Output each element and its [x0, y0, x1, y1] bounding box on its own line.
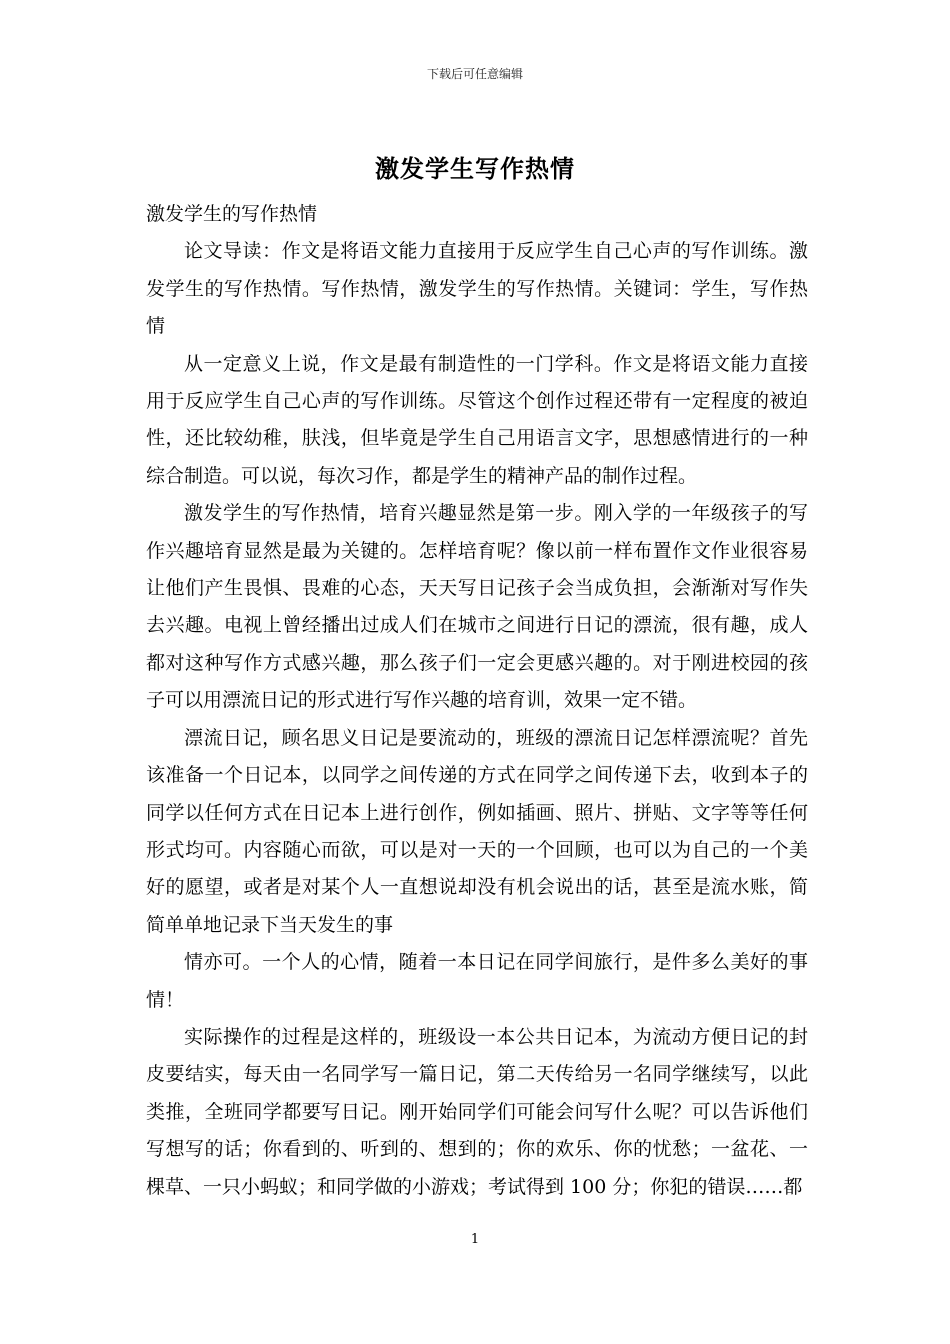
header-note: 下载后可任意编辑 — [426, 67, 523, 81]
paragraph-abstract: 论文导读：作文是将语文能力直接用于反应学生自己心声的写作训练。激发学生的写作热情。写作热情，激发学生的写作热情。关键词：学生，写作热情 — [146, 240, 808, 338]
document-title: 激发学生写作热情 — [375, 154, 575, 183]
paragraph: 激发学生的写作热情，培育兴趣显然是第一步。刚入学的一年级孩子的写作兴趣培育显然是最为关键的。怎样培育呢？像以前一样布置作文作业很容易让他们产生畏惧、畏难的心态，天天写日记孩子会当成负担，会渐渐对写作失去兴趣。电视上曾经播出过成人们在城市之间进行日记的漂流，很有趣，成人都对这种写作方式感兴趣，那么孩子们一定会更感兴趣的。对于刚进校园的孩子可以用漂流日记的形式进行写作兴趣的培育训，效果一定不错。 — [146, 502, 808, 712]
document-subtitle: 激发学生的写作热情 — [146, 203, 318, 225]
paragraph: 漂流日记，顾名思义日记是要流动的，班级的漂流日记怎样漂流呢？首先该准备一个日记本，以同学之间传递的方式在同学之间传递下去，收到本子的同学以任何方式在日记本上进行创作，例如插画、照片、拼贴、文字等等任何形式均可。内容随心而欲，可以是对一天的一个回顾，也可以为自己的一个美好的愿望，或者是对某个人一直想说却没有机会说出的话，甚至是流水账，简简单单地记录下当天发生的事 — [146, 726, 808, 936]
page-number: 1 — [470, 1232, 480, 1247]
paragraph: 从一定意义上说，作文是最有制造性的一门学科。作文是将语文能力直接用于反应学生自己心声的写作训练。尽管这个创作过程还带有一定程度的被迫性，还比较幼稚，肤浅，但毕竟是学生自己用语言文字，思想感情进行的一种综合制造。可以说，每次习作，都是学生的精神产品的制作过程。 — [146, 352, 808, 487]
paragraph: 情亦可。一个人的心情，随着一本日记在同学间旅行，是件多么美好的事情！ — [146, 951, 808, 1011]
document-body — [146, 196, 808, 1206]
paragraph: 实际操作的过程是这样的，班级设一本公共日记本，为流动方便日记的封皮要结实，每天由一名同学写一篇日记，第二天传给另一名同学继续写，以此类推，全班同学都要写日记。刚开始同学们可能会问写什么呢？可以告诉他们写想写的话；你看到的、听到的、想到的；你的欢乐、你的忧愁；一盆花、一棵草、一只小蚂蚁；和同学做的小游戏；考试得到 100 分；你犯的错误……都 — [146, 1025, 808, 1198]
